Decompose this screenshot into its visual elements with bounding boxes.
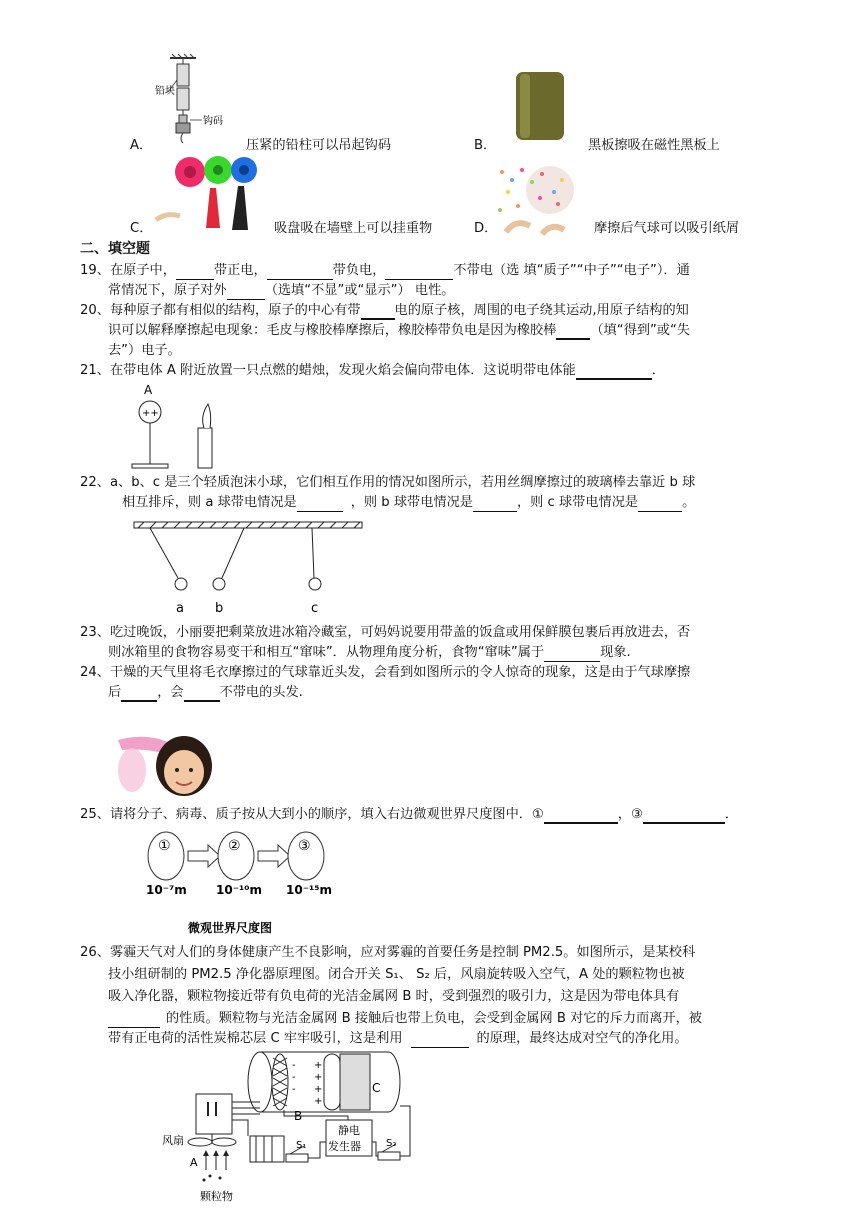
charged-body-label: A xyxy=(144,383,153,397)
q26-line3: 吸入净化器，颗粒物接近带有负电荷的光洁金属网 B 时，受到强烈的吸引力，这是因为带电体具有 xyxy=(108,989,680,1004)
option-a-letter: A． xyxy=(130,138,153,153)
mesh-b-label: B xyxy=(294,1109,303,1123)
charged-body-candle-figure xyxy=(126,380,226,476)
ball-c-label: c xyxy=(311,601,319,616)
q24-line1: 24、干燥的天气里将毛衣摩擦过的气球靠近头发，会看到如图所示的令人惊奇的现象，这是由于气球摩擦 xyxy=(80,665,691,680)
ball-a-label: a xyxy=(176,601,184,616)
scale-circle-3: ③ xyxy=(298,838,311,854)
scale-value-1: 10⁻⁷m xyxy=(146,883,187,897)
q26-line4: 的性质。颗粒物与光洁金属网 B 接触后也带上负电，会受到金属网 B 对它的斥力而离开，被 xyxy=(108,1010,702,1028)
generator-label-2: 发生器 xyxy=(328,1140,361,1153)
particles-label: 颗粒物 xyxy=(200,1190,233,1203)
q24-line2: 后 ，会 不带电的头发. xyxy=(108,685,303,700)
balloon-hair-girl-image xyxy=(112,730,214,798)
scale-circle-2: ② xyxy=(228,838,241,854)
scale-value-2: 10⁻¹⁰m xyxy=(216,883,263,897)
generator-label-1: 静电 xyxy=(338,1124,360,1137)
q25-text: 25、请将分子、病毒、质子按从大到小的顺序，填入右边微观世界尺度图中．① ，③ ． xyxy=(80,807,738,822)
point-a-label: A xyxy=(190,1156,198,1169)
q22-line2: 相互排斥，则 a 球带电情况是 ，则 b 球带电情况是 ，则 c 球带电情况是 。 xyxy=(122,495,696,510)
svg-text:+: + xyxy=(314,1060,323,1071)
pm25-purifier-diagram xyxy=(160,1046,426,1206)
micro-world-scale-figure xyxy=(140,826,340,938)
ball-c xyxy=(309,578,321,590)
ball-b xyxy=(213,578,225,590)
fan-label: 风扇 xyxy=(162,1134,184,1147)
q26-line1: 26、雾霾天气对人们的身体健康产生不良影响，应对雾霾的首要任务是控制 PM2.5。如图所示，是某校科 xyxy=(80,945,696,960)
scale-value-3: 10⁻¹⁵m xyxy=(286,883,333,897)
q26-line2: 技小组研制的 PM2.5 净化器原理图。闭合开关 S₁、 S₂ 后，风扇旋转吸入空气，A 处的颗粒物也被 xyxy=(108,967,685,982)
suction-cups-image xyxy=(150,150,268,240)
plus-charges: ++ xyxy=(142,408,159,419)
svg-text:-: - xyxy=(292,1072,296,1083)
q22-line1: 22、a、b、c 是三个轻质泡沫小球，它们相互作用的情况如图所示，若用丝绸摩擦过的玻璃棒去靠近 b 球 xyxy=(80,475,696,490)
q20-line2: 识可以解释摩擦起电现象：毛皮与橡胶棒摩擦后，橡胶棒带负电是因为橡胶棒 （填“得到”或“失 xyxy=(108,323,690,338)
q20-line3: 去”）电子。 xyxy=(108,343,181,358)
option-c-letter: C． xyxy=(130,221,153,236)
option-d-letter: D． xyxy=(474,221,498,236)
lead-cylinder-figure xyxy=(150,50,240,150)
scale-circle-1: ① xyxy=(158,838,171,854)
option-d-text: 摩擦后气球可以吸引纸屑 xyxy=(594,221,740,236)
option-b-text: 黑板擦吸在磁性黑板上 xyxy=(588,138,720,153)
balloon-paper-image xyxy=(492,162,578,238)
switch-s2-label: S₂ xyxy=(386,1138,397,1149)
scale-caption: 微观世界尺度图 xyxy=(188,921,273,935)
q23-line1: 23、吃过晚饭，小丽要把剩菜放进冰箱冷藏室，可妈妈说要用带盖的饭盒或用保鲜膜包裹后再放进去，否 xyxy=(80,625,691,640)
svg-text:+: + xyxy=(314,1096,323,1107)
q23-line2: 则冰箱里的食物容易变干和相互“窜味”．从物理角度分析，食物“窜味”属于 现象. xyxy=(108,645,631,660)
svg-text:+: + xyxy=(314,1072,323,1083)
svg-text:-: - xyxy=(292,1060,296,1071)
lead-label: 铅块 xyxy=(155,86,175,97)
hook-weight-label: 钩码 xyxy=(203,116,223,127)
three-balls-figure xyxy=(128,518,368,618)
option-b-letter: B． xyxy=(474,138,497,153)
q20-line1: 20、每种原子都有相似的结构，原子的中心有带 电的原子核，周围的电子绕其运动,用原子结构的知 xyxy=(80,303,689,318)
carbon-c-label: C xyxy=(372,1081,381,1095)
option-c-text: 吸盘吸在墙壁上可以挂重物 xyxy=(274,221,433,236)
svg-text:-: - xyxy=(292,1084,296,1095)
option-a-text: 压紧的铅柱可以吊起钩码 xyxy=(246,138,392,153)
q19-line2: 常情况下，原子对外 （选填“不显”或“显示”） 电性。 xyxy=(108,283,455,298)
section-title: 二、填空题 xyxy=(80,241,150,257)
switch-s1-label: S₁ xyxy=(296,1140,307,1151)
ball-a xyxy=(175,578,187,590)
svg-text:+: + xyxy=(314,1084,323,1095)
blackboard-eraser-image xyxy=(510,68,570,144)
q19-line1: 19、在原子中， 带正电， 带负电， 不带电（选 填“质子”“中子”“电子”）．通 xyxy=(80,263,690,278)
q21-text: 21、在带电体 A 附近放置一只点燃的蜡烛，发现火焰会偏向带电体．这说明带电体能 ． xyxy=(80,363,665,378)
q26-line5: 带有正电荷的活性炭棉芯层 C 牢牢吸引，这是利用 的原理，最终达成对空气的净化用。 xyxy=(108,1031,688,1046)
ball-b-label: b xyxy=(215,601,224,616)
